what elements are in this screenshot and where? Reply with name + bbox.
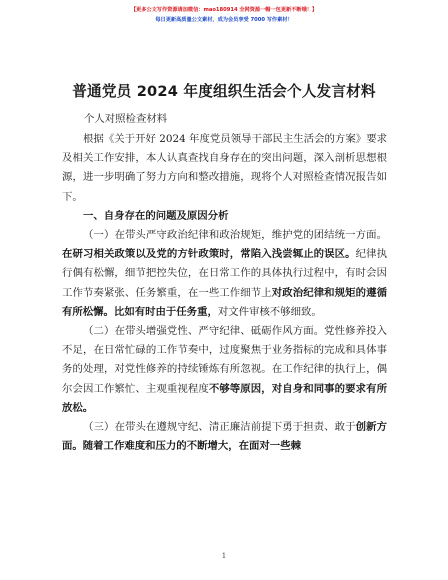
document-body: [62, 130, 387, 456]
document-title: 普通党员 2024 年度组织生活会个人发言材料: [72, 83, 376, 100]
text-segment: 对文件审核不够细致。: [217, 305, 322, 318]
text-segment: （三）在带头在遵规守纪、清正廉洁前提下勇于担责、敢于: [83, 421, 356, 434]
text-segment: （一）在带头严守政治纪律和政治规矩，维护党的团结统一方面。: [83, 229, 387, 242]
paragraph: [62, 226, 387, 322]
promo-banner-line-2: 每日更新高质量公文素材，成为会员享受 7000 写作素材！: [155, 17, 293, 23]
bold-text-segment: 创新方面。随着工作难度和压力的不断增大，在面对一些棘: [62, 421, 388, 453]
paragraph: [62, 130, 387, 207]
promo-banner-line-1: 【更多公文写作资源请加微信：mao180914 全网资源一帽一包更新不断哦！】: [130, 7, 318, 13]
text-segment: 根据《关于开好 2024 年度党员领导干部民主生活会的方案》要求及相关工作安排，本人认真查找自身存在的突出问题，深入剖析思想根源，进一步明确了努力方向和整改措施，现将个人对照检查情况报告如下。: [62, 133, 387, 203]
promo-banner: [84, 5, 364, 31]
text-segment: 纪律执行偶有松懈，细节把控失位，在日常工作的具体执行过程中，有时会因工作节奏紧张、任务繁重，在一些工作细节上: [62, 248, 388, 299]
paragraph: [62, 418, 387, 456]
bold-text-segment: 一、自身存在的问题及原因分析: [83, 209, 229, 222]
bold-text-segment: 不够等原因，对自身和同事的要求有所放松。: [62, 382, 388, 414]
bold-text-segment: 在研习相关政策以及党的方针政策时，常陷入浅尝辄止的误区。: [62, 248, 356, 261]
page-number: 1: [221, 552, 227, 560]
bold-text-segment: 对政治纪律和规矩的遵循有所松懈。比如有时由于任务重，: [62, 286, 388, 318]
document-subtitle: 个人对照检查材料: [84, 113, 168, 125]
paragraph: [62, 322, 387, 418]
text-segment: （二）在带头增强党性、严守纪律、砥砺作风方面。党性修养投入不足，在日常忙碌的工作节奏中，过度聚焦于业务指标的完成和具体事务的处理，对党性修养的持续锤炼有所忽视。在工作纪律的执行上，偶尔会因工作繁忙、主观重视程度: [62, 325, 387, 395]
section-heading: [62, 207, 387, 226]
